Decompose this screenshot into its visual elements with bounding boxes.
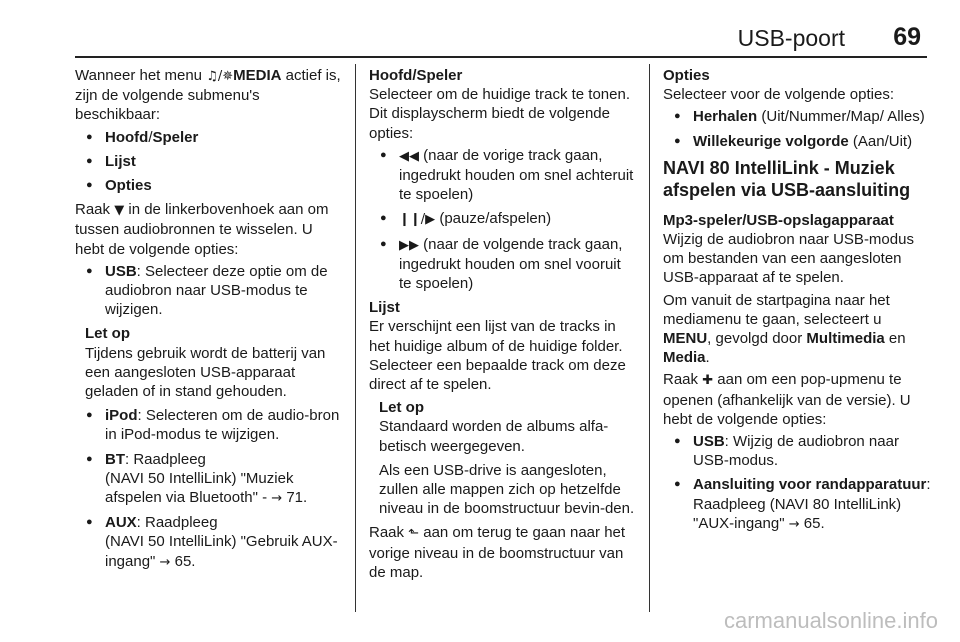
popup-paragraph: Raak ✚ aan om een pop-upmenu te openen (afhankelijk van de versie). U hebt de volgende opties: xyxy=(663,371,911,428)
player-options xyxy=(369,146,637,293)
list-item: ● Opties xyxy=(75,176,343,195)
note-block: Let op Standaard worden de albums alfa-betisch weergegeven. Als een USB-drive is aangesloten, zullen alle mappen zich op hetzelfde niveau in de boomstructuur bevin-den. xyxy=(379,399,635,518)
list-item: ● USB: Wijzig de audiobron naar USB-modus. xyxy=(663,432,931,470)
media-menu-label: MEDIA xyxy=(233,67,282,84)
list-item: ● ❙❙/▶ (pauze/afspelen) xyxy=(369,209,637,229)
list-item: ● ▶▶ (naar de volgende track gaan, ingedrukt houden om snel vooruit te spoelen) xyxy=(369,235,637,294)
intro-paragraph: Wanneer het menu ♫/✵MEDIA actief is, zijn de volgende submenu's beschikbaar: xyxy=(75,67,341,124)
popup-options xyxy=(663,432,931,534)
list-item: ● ◀◀ (naar de vorige track gaan, ingedrukt houden om snel achteruit te spoelen) xyxy=(369,146,637,205)
section-heading: Opties xyxy=(663,67,710,84)
page-header xyxy=(75,22,927,58)
triangle-down-icon: ▼ xyxy=(114,203,125,219)
music-media-icon: ♫/✵ xyxy=(206,69,234,84)
page-number: 69 xyxy=(893,23,921,51)
reference-arrow-icon: → xyxy=(271,491,283,507)
menu-paragraph: Om vanuit de startpagina naar het mediamenu te gaan, selecteert u MENU, gevolgd door Multimedia en Media. xyxy=(663,291,906,367)
watermark: carmanualsonline.info xyxy=(723,608,938,633)
page-title: USB-poort xyxy=(737,25,845,51)
column-1 xyxy=(75,66,343,577)
subsection-heading: Mp3-speler/USB-opslagapparaat xyxy=(663,211,894,229)
submenu-list xyxy=(75,128,343,196)
section-heading: Hoofd/Speler xyxy=(369,67,463,84)
section-heading: Lijst xyxy=(369,299,400,317)
list-item: ● Lijst xyxy=(75,152,343,171)
list-item: ● Aansluiting voor randapparatuur: Raadpleeg (NAVI 80 IntelliLink) "AUX-ingang" → 65. xyxy=(663,475,931,534)
list-item: ● AUX: Raadpleeg (NAVI 50 IntelliLink) "Gebruik AUX-ingang" → 65. xyxy=(75,513,343,572)
reference-arrow-icon: → xyxy=(159,554,171,570)
list-item: ● Willekeurige volgorde (Aan/Uit) xyxy=(663,132,931,151)
back-arrow-icon: ⬑ xyxy=(408,526,420,542)
list-item: ● iPod: Selecteren om de audio-bron in iPod-modus te wijzigen. xyxy=(75,406,343,444)
pause-play-icon: ❙❙/▶ xyxy=(399,212,436,228)
rewind-icon: ◀◀ xyxy=(399,148,419,164)
source-paragraph: Raak ▼ in de linkerbovenhoek aan om tussen audiobronnen te wisselen. U hebt de volgende opties: xyxy=(75,201,329,258)
fast-forward-icon: ▶▶ xyxy=(399,237,419,253)
note-block: Let op Tijdens gebruik wordt de batterij van een aangesloten USB-apparaat geladen of in stand gehouden. xyxy=(85,325,326,401)
column-3: Opties Selecteer voor de volgende opties: ● Herhalen (Uit/Nummer/Map/ Alles) ● Willekeurige volgorde (Aan/Uit) NAVI 80 IntelliLink - Muziek afspelen via USB-aansluiting Mp3-speler/USB-opslagapparaat Wijzig de audiobron naar USB-modus om bestanden van een aangesloten USB-apparaat af te spelen. Om vanuit de startpagina naar het mediamenu te gaan, selecteert u MENU, gevolgd door Multimedia en Media. Raak ✚ aan om een pop-upmenu te openen (afhankelijk van de versie). U hebt de volgende opties: ● USB: Wijzig de audiobron naar USB-modus. ● Aansluiting voor randapparatuur: Raadpleeg (NAVI 80 IntelliLink) "AUX-ingang" → 65. xyxy=(663,66,931,539)
source-options xyxy=(75,262,343,320)
plus-icon: ✚ xyxy=(702,373,714,389)
reference-arrow-icon: → xyxy=(788,516,800,532)
chapter-heading: NAVI 80 IntelliLink - Muziek afspelen via USB-aansluiting xyxy=(663,157,911,200)
source-options-2 xyxy=(75,406,343,572)
column-divider xyxy=(355,64,356,612)
opties-list xyxy=(663,107,931,150)
list-item: ● USB: Selecteer deze optie om de audiobron naar USB-modus te wijzigen. xyxy=(75,262,343,320)
list-item: ● Herhalen (Uit/Nummer/Map/ Alles) xyxy=(663,107,931,126)
back-paragraph: Raak ⬑ aan om terug te gaan naar het vorige niveau in de boomstructuur van de map. xyxy=(369,524,626,581)
column-2: Hoofd/Speler Selecteer om de huidige track te tonen. Dit displayscherm biedt de volgende opties: ● ◀◀ (naar de vorige track gaan, ingedrukt houden om snel achteruit te spoelen) ● ❙❙/▶ (pauze/afspelen) ● ▶▶ (naar de volgende track gaan, ingedrukt houden om snel vooruit te spoelen) Lijst Er verschijnt een lijst van de tracks in het huidige album of de huidige folder. Selecteer een bepaalde track om deze direct af te spelen. Let op Standaard worden de albums alfa-betisch weergegeven. Als een USB-drive is aangesloten, zullen alle mappen zich op hetzelfde niveau in de boomstructuur bevin-den. Raak ⬑ aan om terug te gaan naar het vorige niveau in de boomstructuur van de map. xyxy=(369,66,637,585)
list-item: ● Hoofd/Speler xyxy=(75,128,343,147)
list-item: ● BT: Raadpleeg (NAVI 50 IntelliLink) "Muziek afspelen via Bluetooth" - → 71. xyxy=(75,450,343,509)
column-divider xyxy=(649,64,650,612)
